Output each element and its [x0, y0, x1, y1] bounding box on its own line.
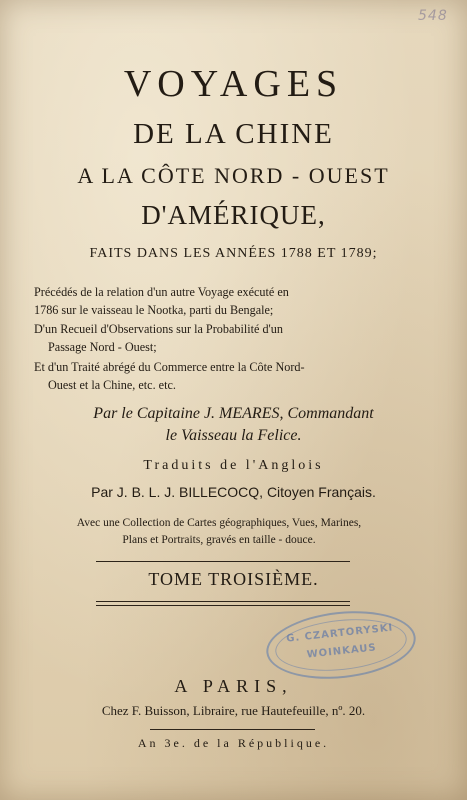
title-voyages: VOYAGES	[123, 63, 344, 105]
description-paragraph-2	[34, 320, 404, 356]
description-line: Précédés de la relation d'un autre Voyage exécuté en	[34, 285, 289, 299]
description-line: Ouest et la Chine, etc. etc.	[48, 378, 176, 392]
description-line: 1786 sur le vaisseau le Nootka, parti du Bengale;	[34, 303, 274, 317]
volume-rule-bottom-thin	[96, 605, 350, 606]
description-paragraph-3	[34, 358, 404, 394]
imprint-city: A PARIS,	[174, 676, 293, 696]
collection-line-2: Plans et Portraits, gravés en taille - douce.	[122, 534, 316, 546]
volume-title: TOME TROISIÈME.	[148, 569, 319, 589]
dates-line: FAITS DANS LES ANNÉES 1788 ET 1789;	[89, 246, 378, 261]
library-stamp	[263, 604, 419, 685]
shelf-mark: 548	[418, 8, 448, 24]
title-amerique: D'AMÉRIQUE,	[141, 200, 326, 230]
title-cote-nord-ouest: A LA CÔTE NORD - OUEST	[77, 163, 390, 188]
translator-line: Par J. B. L. J. BILLECOCQ, Citoyen Français.	[91, 484, 376, 500]
author-line-1: Par le Capitaine J. MEARES, Commandant	[93, 405, 374, 422]
description-line: D'un Recueil d'Observations sur la Probabilité d'un	[34, 322, 283, 336]
description-line: Passage Nord - Ouest;	[48, 340, 157, 354]
title-de-la-chine: DE LA CHINE	[133, 118, 334, 150]
collection-line-1: Avec une Collection de Cartes géographiques, Vues, Marines,	[76, 517, 362, 529]
description-line: Et d'un Traité abrégé du Commerce entre la Côte Nord-	[34, 360, 305, 374]
author-line-2: le Vaisseau la Felice.	[165, 427, 302, 444]
description-paragraph-1	[34, 283, 404, 319]
volume-rule-top	[96, 561, 350, 562]
imprint-rule	[150, 729, 315, 730]
stamp-text-line-2: WOINKAUS	[306, 642, 378, 661]
translation-heading: Traduits de l'Anglois	[143, 458, 324, 473]
stamp-text-line-1: G. CZARTORYSKI	[285, 622, 394, 645]
volume-rule-bottom	[96, 601, 350, 602]
imprint-year: An 3e. de la République.	[137, 736, 330, 750]
imprint-publisher: Chez F. Buisson, Libraire, rue Hautefeuille, nº. 20.	[101, 703, 366, 718]
